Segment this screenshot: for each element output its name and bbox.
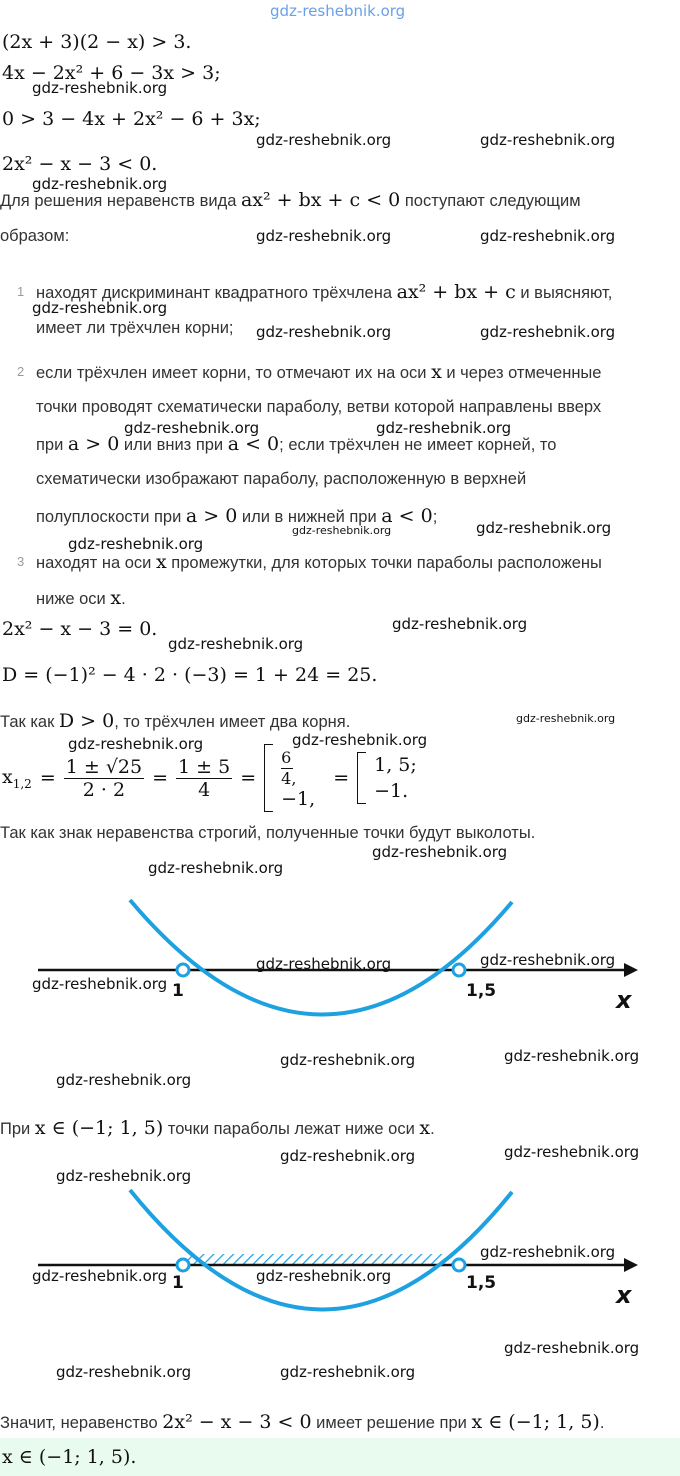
list-item-3-line-1	[36, 551, 602, 573]
watermark: gdz-reshebnik.org	[476, 519, 612, 537]
roots-fraction-1	[64, 756, 144, 801]
roots-eq-2: =	[152, 767, 169, 789]
watermark: gdz-reshebnik.org	[280, 1147, 416, 1165]
roots-fraction-2	[176, 756, 232, 801]
below-a: При	[0, 1120, 35, 1138]
axis-label-x-1: x	[616, 986, 632, 1014]
below-var: x	[419, 1117, 431, 1139]
watermark: gdz-reshebnik.org	[168, 635, 304, 653]
watermark: gdz-reshebnik.org	[480, 323, 616, 341]
list-item-3-line-2	[36, 587, 126, 609]
list-item-3-l2-c: .	[121, 590, 126, 608]
list-item-2-l5-b: a > 0	[185, 505, 238, 527]
conclusion-a: Значит, неравенство	[0, 1414, 163, 1432]
case-4-wrap	[281, 768, 297, 789]
list-item-2-l5-e: ;	[432, 508, 438, 526]
roots-eq-4: =	[333, 767, 350, 789]
conclusion-inequality: 2x² − x − 3 < 0	[162, 1411, 312, 1433]
list-item-2-l5-a: полуплоскости при	[36, 508, 186, 526]
label-root-right-1: 1,5	[466, 981, 497, 1001]
list-item-2-line-4: схематически изображают параболу, расположенную в верхней	[36, 470, 527, 488]
watermark: gdz-reshebnik.org	[148, 859, 284, 877]
intro-formula: ax² + bx + c < 0	[240, 189, 401, 211]
conclusion-e: .	[599, 1414, 605, 1432]
watermark: gdz-reshebnik.org	[256, 955, 392, 973]
list-item-2-l3-a: при	[36, 436, 68, 454]
case-minus-1: −1,	[281, 787, 316, 810]
label-root-left-1: 1	[172, 981, 184, 1001]
below-e: .	[430, 1120, 435, 1138]
watermark: gdz-reshebnik.org	[292, 524, 392, 537]
parabola-curve-2	[130, 1190, 512, 1310]
list-item-2-l3-e: ; если трёхчлен не имеет корней, то	[279, 436, 557, 454]
step-line-1: (2x + 3)(2 − x) > 3.	[2, 31, 192, 53]
label-root-left-2: 1	[172, 1273, 184, 1293]
watermark: gdz-reshebnik.org	[256, 227, 392, 245]
list-item-2-line-2: точки проводят схематически параболу, ветви которой направлены вверх	[36, 398, 602, 416]
list-number-1: 1	[17, 284, 25, 299]
watermark: gdz-reshebnik.org	[280, 1363, 416, 1381]
intro-line-2: образом:	[0, 227, 70, 245]
since-text-a: Так как	[0, 713, 59, 731]
watermark: gdz-reshebnik.org	[516, 712, 616, 725]
watermark: gdz-reshebnik.org	[504, 1047, 640, 1065]
watermark: gdz-reshebnik.org	[376, 419, 512, 437]
since-formula: D > 0	[58, 710, 115, 732]
list-item-3-text-c: промежутки, для которых точки параболы расположены	[166, 554, 602, 572]
roots-lhs	[2, 766, 32, 791]
watermark: gdz-reshebnik.org	[392, 615, 528, 633]
roots-den-2: 4	[198, 778, 211, 801]
roots-sub: 1,2	[12, 776, 32, 791]
result-1-5: 1, 5;	[374, 754, 417, 776]
root-point-right-2	[453, 1259, 465, 1271]
watermark: gdz-reshebnik.org	[372, 843, 508, 861]
roots-num-2: 1 ± 5	[178, 755, 231, 778]
watermark: gdz-reshebnik.org	[504, 1143, 640, 1161]
root-point-right-1	[453, 964, 465, 976]
list-item-2-l3-d: a < 0	[227, 433, 280, 455]
root-point-left-2	[177, 1259, 189, 1271]
watermark-top[interactable]: gdz-reshebnik.org	[270, 2, 406, 20]
result-minus-1: −1.	[374, 780, 409, 802]
watermark: gdz-reshebnik.org	[256, 323, 392, 341]
axis-arrow-2	[624, 1258, 638, 1272]
watermark: gdz-reshebnik.org	[280, 1051, 416, 1069]
watermark: gdz-reshebnik.org	[32, 299, 168, 317]
case-values-1	[281, 748, 315, 809]
case-bracket-2	[357, 752, 366, 804]
roots-num-1: 1 ± √25	[65, 755, 143, 778]
watermark: gdz-reshebnik.org	[256, 131, 392, 149]
roots-eq-1: =	[39, 767, 56, 789]
list-item-1-line-2: имеет ли трёхчлен корни;	[36, 319, 234, 337]
list-item-1-formula: ax² + bx + c	[396, 281, 516, 303]
watermark: gdz-reshebnik.org	[480, 227, 616, 245]
watermark: gdz-reshebnik.org	[292, 731, 428, 749]
watermark: gdz-reshebnik.org	[256, 1267, 392, 1285]
list-item-2-text-a: если трёхчлен имеет корни, то отмечают их на оси	[36, 364, 432, 382]
quadratic-equation: 2x² − x − 3 = 0.	[2, 618, 158, 640]
since-line	[0, 710, 350, 732]
list-item-1-text-c: и выясняют,	[515, 284, 613, 302]
watermark: gdz-reshebnik.org	[56, 1363, 192, 1381]
axis-arrow-1	[624, 963, 638, 977]
list-item-2-l5-d: a < 0	[381, 505, 433, 527]
step-line-2: 4x − 2x² + 6 − 3x > 3;	[2, 62, 221, 84]
watermark: gdz-reshebnik.org	[480, 131, 616, 149]
roots-eq-3: =	[240, 767, 257, 789]
case-values-2	[374, 752, 417, 804]
watermark: gdz-reshebnik.org	[504, 1339, 640, 1357]
case-bracket-1	[264, 744, 273, 812]
list-number-2: 2	[17, 364, 25, 379]
watermark: gdz-reshebnik.org	[32, 175, 168, 193]
case-6: 6	[281, 747, 292, 767]
discriminant-line: D = (−1)² − 4 · 2 · (−3) = 1 + 24 = 25.	[2, 664, 378, 686]
below-c: точки параболы лежат ниже оси	[163, 1120, 420, 1138]
list-item-3-l2-a: ниже оси	[36, 590, 111, 608]
watermark: gdz-reshebnik.org	[480, 951, 616, 969]
conclusion-interval: x ∈ (−1; 1, 5)	[471, 1411, 600, 1433]
roots-den-1: 2 · 2	[82, 778, 126, 801]
list-item-2-l3-c: или вниз при	[119, 436, 228, 454]
since-text-c: , то трёхчлен имеет два корня.	[114, 713, 351, 731]
watermark: gdz-reshebnik.org	[68, 735, 204, 753]
list-item-2-var: x	[431, 361, 442, 383]
watermark: gdz-reshebnik.org	[32, 79, 168, 97]
axis-label-x-2: x	[616, 1281, 632, 1309]
strict-note: Так как знак неравенства строгий, полученные точки будут выколоты.	[0, 824, 536, 842]
conclusion-c: имеет решение при	[311, 1414, 472, 1432]
watermark: gdz-reshebnik.org	[56, 1167, 192, 1185]
watermark: gdz-reshebnik.org	[32, 1267, 168, 1285]
watermark: gdz-reshebnik.org	[68, 535, 204, 553]
list-item-2-text-c: и через отмеченные	[441, 364, 602, 382]
watermark: gdz-reshebnik.org	[32, 975, 168, 993]
answer-text: x ∈ (−1; 1, 5).	[2, 1446, 137, 1468]
roots-formula	[2, 742, 417, 814]
list-item-3-l2-b: x	[110, 587, 122, 609]
intro-text-a: Для решения неравенств вида	[0, 192, 241, 210]
list-number-3: 3	[17, 554, 25, 569]
list-item-1-text-a: находят дискриминант квадратного трёхчлена	[36, 284, 397, 302]
roots-var: x	[2, 765, 13, 788]
watermark: gdz-reshebnik.org	[56, 1071, 192, 1089]
watermark: gdz-reshebnik.org	[480, 1243, 616, 1261]
intro-text-b: поступают следующим	[400, 192, 581, 210]
list-item-3-var: x	[155, 551, 167, 573]
root-point-left-1	[177, 964, 189, 976]
below-interval: x ∈ (−1; 1, 5)	[34, 1117, 164, 1139]
conclusion-line	[0, 1411, 604, 1433]
case-4: 4	[281, 768, 292, 788]
watermark: gdz-reshebnik.org	[124, 419, 260, 437]
list-item-2-l3-b: a > 0	[67, 433, 120, 455]
below-axis-line	[0, 1117, 435, 1139]
step-line-4: 2x² − x − 3 < 0.	[2, 153, 158, 175]
list-item-3-text-a: находят на оси	[36, 554, 156, 572]
list-item-2-l5-c: или в нижней при	[237, 508, 382, 526]
list-item-2-line-1	[36, 361, 601, 383]
step-line-3: 0 > 3 − 4x + 2x² − 6 + 3x;	[2, 108, 261, 130]
label-root-right-2: 1,5	[466, 1273, 497, 1293]
case-comma: ,	[291, 768, 297, 788]
answer-box	[0, 1438, 680, 1476]
